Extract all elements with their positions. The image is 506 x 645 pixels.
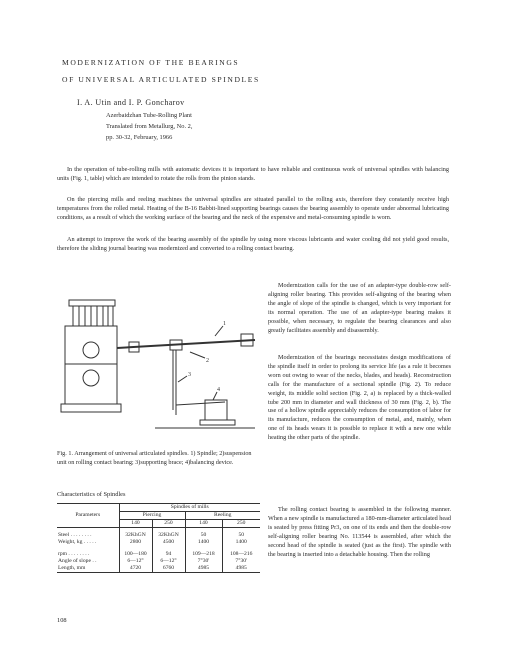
table-cell: 100—180 (119, 551, 152, 558)
body-paragraph-1: In the operation of tube-rolling mills with automatic devices it is important to have reliable and continuous work of universal spindles with balancing units (Fig. 1, table) which are intended to rotate the rolls from the pinion stands. (57, 166, 449, 182)
table-cell: 109—218 (185, 551, 222, 558)
right-paragraph-1: Modernization calls for the use of an adapter-type double-row self-aligning roller bearing. This provides self-aligning of the bearing when the angle of slope of the spindle is changed, which is very important for its normal operation. The use of an adapter-type bearing makes it possible, when necessary, to regulate the bearing clearances and also greatly facilitates assembly and disassembly. (268, 282, 451, 334)
table-cell: 6760 (152, 565, 185, 573)
affiliation-line-3: pp. 30-32, February, 1966 (106, 134, 173, 141)
table-cell: 4985 (185, 565, 222, 573)
stand-column-3 (97, 306, 103, 326)
stand-column-1 (73, 306, 79, 326)
table-cell: 50 (238, 531, 245, 538)
page-number: 108 (57, 617, 67, 624)
table-param: rpm . . . . . . . . (57, 551, 119, 558)
authors: I. A. Utin and I. P. Goncharov (77, 98, 185, 107)
figure-1-drawing (55, 290, 260, 440)
table-cell: 1400 (185, 539, 222, 546)
balancing-lever (176, 402, 225, 405)
table-row (57, 532, 260, 539)
table-cell: 50 (185, 532, 222, 539)
table-cell: 7°30' (185, 558, 222, 565)
table-cell: 7°30' (235, 557, 248, 564)
table-cell: 4500 (152, 539, 185, 546)
affiliation-line-1: Azerbaidzhan Tube-Rolling Plant (106, 112, 192, 119)
table-group-reeling: Reeling (185, 512, 260, 520)
table-col-header: Spindles of mills (119, 504, 260, 512)
table-param: Angle of slope . . (57, 558, 119, 565)
stand-roll-upper (83, 342, 99, 358)
table-row (57, 539, 260, 546)
table-cell: 1400 (235, 538, 247, 545)
figure-label-2: 2 (206, 358, 209, 364)
affiliation-line-2: Translated from Metallurg, No. 2, (106, 123, 193, 130)
table-title: Characteristics of Spindles (57, 491, 126, 498)
spindle-shaft (117, 340, 255, 348)
right-paragraph-2: Modernization of the bearings necessitates design modifications of the spindle itself in order to prolong its service life (as a rule it becomes worn out owing to wear of the necks, blades, and heads). Reconstruction calls for the manufacture of a sectional spindle (Fig. 2). To reduce weight, its middle solid section (Fig. 2, a) is replaced by a thick-walled tube 200 mm in diameter and wall thickness of 30 mm (Fig. 2, b). The use of a hollow spindle appreciably reduces the consumption of labor for its manufacture, reduces the consumption of metal, and, mainly, when one of its heads wears it is possible to replace it with a new one while heating the other parts of the spindle. (268, 354, 451, 442)
figure-label-4: 4 (217, 387, 220, 393)
stand-body (65, 326, 117, 404)
stand-column-2 (85, 306, 91, 326)
body-paragraph-2: On the piercing mills and reeling machines the universal spindles are situated parallel to the rolling axis, therefore they constantly receive high temperatures from the rolled metal. Heating of the B-16 Babbit-lined supporting bearings causes the bearing assembly to operate under abnormal lubricating conditions, as a result of which the working surface of the bearing and the neck of the expensive and metal-consuming spindle is worn. (57, 196, 449, 221)
table-cell: 32KhGN (152, 532, 185, 539)
table-row (57, 551, 260, 558)
table-cell: 4985 (235, 564, 247, 571)
table-cell: 4720 (119, 565, 152, 573)
spindle-characteristics-table (57, 503, 260, 573)
figure-label-3: 3 (188, 372, 191, 378)
table-subcol: 140 (119, 520, 152, 528)
table-subcol: 250 (237, 520, 246, 526)
body-paragraph-3: An attempt to improve the work of the bearing assembly of the spindle by using more viscous lubricants and water cooling did not yield good results, therefore the sliding journal bearing was modernized and converted to a rolling contact bearing. (57, 236, 449, 252)
stand-top-plate (69, 300, 115, 306)
table-param: Steel . . . . . . . . (57, 532, 119, 539)
table-cell: 32KhGN (119, 532, 152, 539)
figure-label-1: 1 (223, 321, 226, 327)
article-title-line-1: MODERNIZATION OF THE BEARINGS (62, 58, 240, 67)
right-paragraph-3: The rolling contact bearing is assembled in the following manner. When a new spindle is manufactured a 180-mm-diameter articulated head is seated by press fitting Pr3₃ on one of its ends and then the double-row self-aligning roller bearing No. 113544 is assembled, after which the second head of the spindle is seated (just as the first). The spindle with the bearing is inserted into a detachable housing. Then the rolling (268, 506, 451, 558)
table-cell: 94 (152, 551, 185, 558)
figure-1-caption: Fig. 1. Arrangement of universal articulated spindles. 1) Spindle; 2)suspension unit on rolling contact bearing; 3)supporting brace; 4)balancing device. (57, 450, 252, 466)
table-cell: 6—12° (119, 558, 152, 565)
table-row (57, 565, 260, 573)
stand-roll-lower (83, 370, 99, 386)
table-subcol: 250 (152, 520, 185, 528)
table-cell: 2800 (119, 539, 152, 546)
balancing-device-base (200, 420, 235, 425)
article-title-line-2: OF UNIVERSAL ARTICULATED SPINDLES (62, 75, 260, 84)
table-subcol: 140 (185, 520, 222, 528)
table-param: Length, mm (57, 565, 119, 573)
table-row-header: Parameters (57, 504, 119, 528)
table-param: Weight, kg . . . . . (57, 539, 119, 546)
table-row (57, 558, 260, 565)
table-cell: 6—12° (152, 558, 185, 565)
table-cell: 108—216 (230, 550, 253, 557)
stand-column-4 (108, 306, 113, 326)
stand-base (61, 404, 121, 412)
table-group-piercing: Piercing (119, 512, 185, 520)
